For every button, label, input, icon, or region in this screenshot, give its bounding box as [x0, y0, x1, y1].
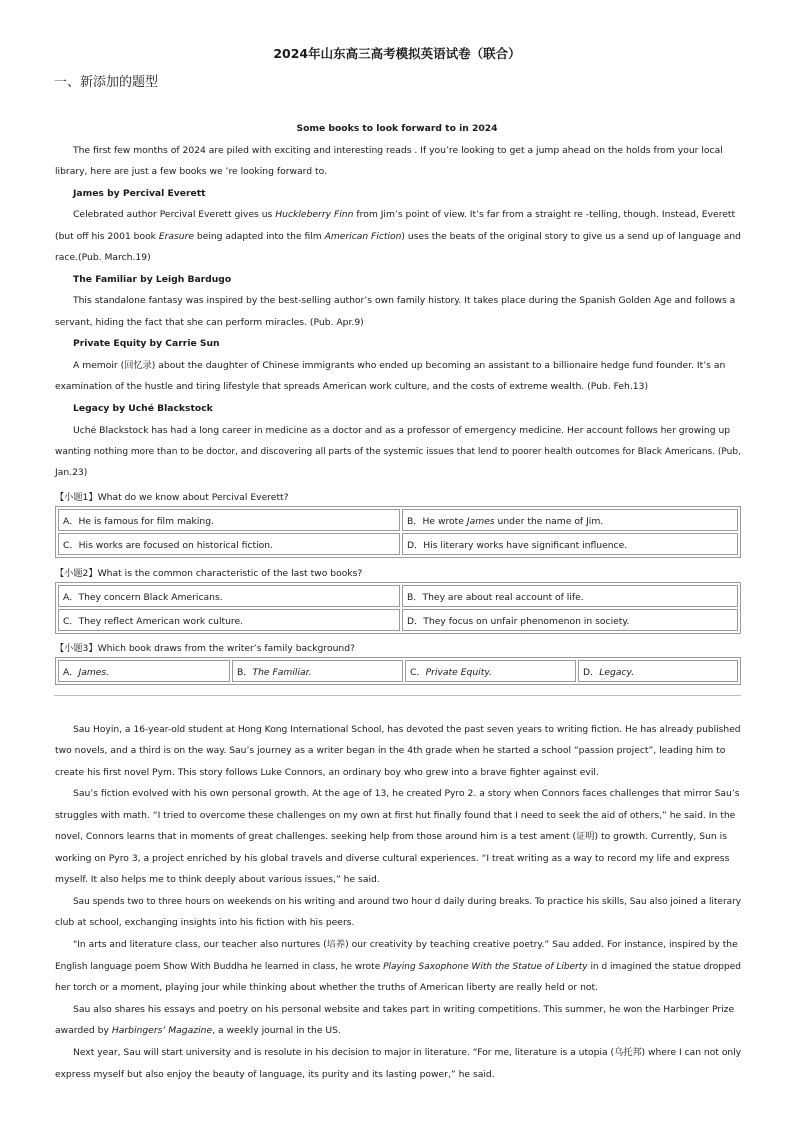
text-line: A memoir (回忆录) about the daughter of Chinese immigrants who ended up becoming an assistant to a billionaire hedge fund founder. It’s an [73, 360, 726, 371]
option-b[interactable]: B．They are about real account of life. [402, 585, 738, 607]
options-table [55, 506, 741, 558]
question-stem: 【小题2】What is the common characteristic of the last two books? [55, 568, 363, 579]
text-line: her torch or a moment, playing jour while thinking about whether the truths of American liberty are really held or not. [55, 982, 599, 993]
text-line: Jan.23) [55, 467, 88, 478]
option-a[interactable]: A．They concern Black Americans. [58, 585, 400, 607]
text-line: wanting nothing more than to be doctor, and discovering all parts of the systemic issues that lend to poorer health outcomes for Black Americans. (Pub, [55, 446, 741, 457]
option-b[interactable]: B．He wrote James under the name of Jim. [402, 509, 738, 531]
passage-heading: Some books to look forward to in 2024 [296, 123, 498, 134]
option-d[interactable]: D．Legacy. [578, 660, 738, 682]
book-title: James by Percival Everett [73, 188, 206, 199]
text-line: "In arts and literature class, our teacher also nurtures (培养) our creativity by teaching creative poetry.” Sau added. For instance, inspired by the [73, 939, 738, 950]
question-stem: 【小题1】What do we know about Percival Everett? [55, 492, 289, 503]
divider [54, 695, 741, 696]
text-line: working on Pyro 3, a project enriched by his global travels and diverse cultural experiences. “I treat writing as a way to record my life and express [55, 853, 730, 864]
text-line: English language poem Show With Buddha he learned in class, he wrote Playing Saxophone With the Statue of Liberty in d imagined the statue dropped [55, 961, 741, 972]
text-line: examination of the hustle and tiring lifestyle that spreads American work culture, and the costs of extreme wealth. (Pub. Feh.13) [55, 381, 649, 392]
option-c[interactable]: C．His works are focused on historical fiction. [58, 533, 400, 555]
text-line: race.(Pub. March.19) [55, 252, 151, 263]
book-title: The Familiar by Leigh Bardugo [73, 274, 232, 285]
text-line: Sau spends two to three hours on weekends on his writing and around two hour d daily during breaks. To practice his skills, Sau also joined a literary [73, 896, 742, 907]
text-line: Sau Hoyin, a 16-year-old student at Hong Kong International School, has devoted the past seven years to writing fiction. He has already published [73, 724, 741, 735]
option-c[interactable]: C．They reflect American work culture. [58, 609, 400, 631]
text-line: novel, Connors learns that in moments of great challenges. seeking help from those around him is a test ament (证明) to growth. Currently, Sun is [55, 831, 727, 842]
text-line: awarded by Harbingers’ Magazine, a weekly journal in the US. [55, 1025, 341, 1036]
text-line: Celebrated author Percival Everett gives us Huckleberry Finn from Jim’s point of view. It’s far from a straight re -telling, though. Instead, Everett [73, 209, 736, 220]
book-title: Private Equity by Carrie Sun [73, 338, 220, 349]
option-a[interactable]: A．He is famous for film making. [58, 509, 400, 531]
document-title: 2024年山东高三高考模拟英语试卷（联合） [273, 46, 521, 61]
text-line: (but off his 2001 book Erasure being adapted into the film American Fiction) uses the beats of the original story to give us a send up of language and [55, 231, 741, 242]
option-a[interactable]: A．James. [58, 660, 230, 682]
text-line: Next year, Sau will start university and is resolute in his decision to major in literature. “For me, literature is a utopia (乌托邦) where I can not only [73, 1047, 742, 1058]
option-d[interactable]: D．His literary works have significant influence. [402, 533, 738, 555]
text-line: club at school, exchanging insights into his fiction with his peers. [55, 917, 355, 928]
option-c[interactable]: C．Private Equity. [405, 660, 576, 682]
text-line: myself. It also helps me to think deeply about various issues,” he said. [55, 874, 380, 885]
text-line: express myself but also enjoy the beauty of language, its purity and its lasting power,” he said. [55, 1069, 495, 1080]
text-line: servant, hiding the fact that she can perform miracles. (Pub. Apr.9) [55, 317, 364, 328]
text-line: This standalone fantasy was inspired by the best-selling author’s own family history. It takes place during the Spanish Golden Age and follows a [73, 295, 736, 306]
text-line: two novels, and a third is on the way. Sau’s journey as a writer began in the 4th grade when he started a school “passion project”, leading him to [55, 745, 726, 756]
section-title: 一、新添加的题型 [54, 75, 159, 90]
text-line: library, here are just a few books we ’re looking forward to. [55, 166, 327, 177]
options-table [55, 582, 741, 634]
options-table [55, 657, 741, 685]
text-line: Sau also shares his essays and poetry on his personal website and takes part in writing competitions. This summer, he won the Harbinger Prize [73, 1004, 735, 1015]
option-b[interactable]: B．The Familiar. [232, 660, 403, 682]
question-stem: 【小题3】Which book draws from the writer’s family background? [55, 643, 355, 654]
text-line: The first few months of 2024 are piled with exciting and interesting reads . If you’re looking to get a jump ahead on the holds from your local [73, 145, 723, 156]
text-line: Uché Blackstock has had a long career in medicine as a doctor and as a professor of emergency medicine. Her account follows her growing up [73, 425, 731, 436]
text-line: Sau’s fiction evolved with his own personal growth. At the age of 13, he created Pyro 2. a story when Connors faces challenges that mirror Sau’s [73, 788, 740, 799]
option-d[interactable]: D．They focus on unfair phenomenon in society. [402, 609, 738, 631]
text-line: struggles with math. “I tried to overcome these challenges on my own at first hut finally found that I need to seek the aid of others,” he said. In the [55, 810, 736, 821]
book-title: Legacy by Uché Blackstock [73, 403, 213, 414]
text-line: create his first novel Pym. This story follows Luke Connors, an ordinary boy who grew into a brave fighter against evil. [55, 767, 599, 778]
